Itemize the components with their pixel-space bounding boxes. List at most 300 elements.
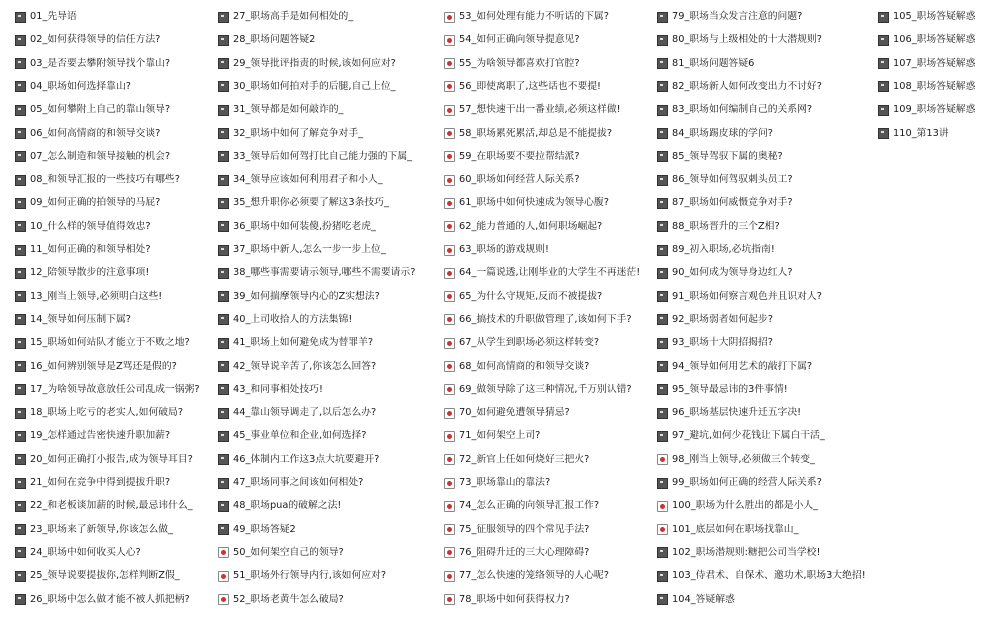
file-item[interactable] bbox=[657, 239, 775, 261]
file-name: 33_领导后如何驾打比自己能力强的下属_ bbox=[233, 150, 413, 162]
image-file-icon bbox=[15, 361, 26, 372]
file-item[interactable] bbox=[444, 239, 549, 261]
file-name: 29_领导批评指责的时候,该如何应对? bbox=[233, 57, 396, 69]
file-name: 62_能力普通的人,如何职场崛起? bbox=[459, 220, 603, 232]
image-file-icon bbox=[878, 105, 889, 116]
file-name: 63_职场的游戏规则! bbox=[459, 244, 549, 255]
file-item[interactable] bbox=[444, 286, 602, 308]
file-item[interactable] bbox=[218, 402, 376, 424]
file-name: 94_领导如何用艺术的敲打下属? bbox=[672, 360, 813, 372]
video-file-icon bbox=[218, 571, 229, 582]
file-name: 09_如何正确的拍领导的马屁? bbox=[30, 197, 161, 209]
image-file-icon bbox=[218, 35, 229, 46]
file-name: 89_初入职场,必坑指南! bbox=[672, 244, 775, 255]
file-item[interactable] bbox=[15, 29, 160, 51]
file-item[interactable] bbox=[218, 6, 353, 28]
file-item[interactable] bbox=[657, 356, 812, 378]
file-item[interactable] bbox=[657, 542, 820, 564]
image-file-icon bbox=[15, 12, 26, 23]
image-file-icon bbox=[218, 81, 229, 92]
file-item[interactable] bbox=[657, 495, 818, 517]
file-item[interactable] bbox=[218, 449, 379, 471]
image-file-icon bbox=[15, 454, 26, 465]
file-name: 42_领导说辛苦了,你该怎么回答? bbox=[233, 360, 377, 372]
file-name: 83_职场如何编制自己的关系网? bbox=[672, 104, 813, 116]
video-file-icon bbox=[444, 501, 455, 512]
image-file-icon bbox=[15, 291, 26, 302]
file-item[interactable] bbox=[444, 449, 589, 471]
file-name: 38_哪些事需要请示领导,哪些不需要请示? bbox=[233, 267, 416, 279]
image-file-icon bbox=[218, 175, 229, 186]
video-file-icon bbox=[444, 478, 455, 489]
image-file-icon bbox=[657, 478, 668, 489]
file-name: 50_如何架空自己的领导? bbox=[233, 546, 344, 558]
file-item[interactable] bbox=[218, 29, 315, 51]
file-item[interactable] bbox=[444, 402, 570, 424]
image-file-icon bbox=[657, 268, 668, 279]
file-item[interactable] bbox=[444, 6, 609, 28]
file-name: 90_如何成为领导身边红人? bbox=[672, 267, 793, 279]
file-item[interactable] bbox=[444, 262, 640, 284]
file-name: 08_和领导汇报的一些技巧有哪些? bbox=[30, 174, 180, 186]
file-item[interactable] bbox=[218, 239, 386, 261]
image-file-icon bbox=[218, 151, 229, 162]
video-file-icon bbox=[444, 175, 455, 186]
file-name: 69_做领导除了这三种情况,千万别认错? bbox=[459, 383, 632, 395]
file-name: 14_领导如何压制下属? bbox=[30, 313, 131, 325]
file-item[interactable] bbox=[218, 169, 383, 191]
file-name: 43_和同事相处技巧! bbox=[233, 383, 323, 395]
image-file-icon bbox=[657, 35, 668, 46]
file-item[interactable] bbox=[15, 146, 170, 168]
image-file-icon bbox=[657, 408, 668, 419]
file-name: 61_职场中如何快速成为领导心腹? bbox=[459, 197, 609, 209]
image-file-icon bbox=[218, 291, 229, 302]
image-file-icon bbox=[657, 384, 668, 395]
file-item[interactable] bbox=[218, 425, 366, 447]
video-file-icon bbox=[444, 384, 455, 395]
file-name: 68_如何高情商的和领导交谈? bbox=[459, 360, 590, 372]
file-item[interactable] bbox=[218, 495, 341, 517]
file-item[interactable] bbox=[15, 332, 190, 354]
file-name: 88_职场晋升的三个Z相? bbox=[672, 220, 780, 232]
file-name: 47_职场同事之间该如何相处? bbox=[233, 477, 364, 488]
file-name: 105_职场答疑解惑 bbox=[893, 11, 976, 22]
file-name: 65_为什么守规矩,反而不被提拔? bbox=[459, 290, 603, 302]
file-name: 24_职场中如何收买人心? bbox=[30, 546, 141, 558]
file-name: 44_靠山领导调走了,以后怎么办? bbox=[233, 407, 377, 419]
image-file-icon bbox=[218, 454, 229, 465]
file-item[interactable] bbox=[657, 402, 801, 424]
image-file-icon bbox=[878, 128, 889, 139]
file-item[interactable] bbox=[15, 262, 149, 284]
video-file-icon bbox=[444, 198, 455, 209]
video-file-icon bbox=[444, 338, 455, 349]
file-name: 17_为啥领导故意放任公司乱成一锅粥? bbox=[30, 383, 200, 395]
file-item[interactable] bbox=[15, 53, 170, 75]
video-file-icon bbox=[657, 524, 668, 535]
file-name: 100_职场为什么胜出的都是小人_ bbox=[672, 500, 819, 512]
file-name: 99_职场如何正确的经营人际关系? bbox=[672, 477, 822, 488]
file-name: 103_侍君术、自保术、邀功术,职场3大绝招! bbox=[672, 570, 866, 582]
file-item[interactable] bbox=[218, 332, 373, 354]
video-file-icon bbox=[444, 221, 455, 232]
file-name: 07_怎么制造和领导接触的机会? bbox=[30, 150, 171, 162]
image-file-icon bbox=[218, 431, 229, 442]
file-item[interactable] bbox=[657, 216, 780, 238]
file-name: 39_如何揣摩领导内心的Z实想法? bbox=[233, 290, 380, 302]
file-item[interactable] bbox=[218, 472, 363, 494]
file-item[interactable] bbox=[878, 6, 975, 28]
image-file-icon bbox=[657, 128, 668, 139]
file-item[interactable] bbox=[657, 6, 802, 28]
file-item[interactable] bbox=[878, 123, 949, 145]
file-item[interactable] bbox=[444, 216, 602, 238]
file-item[interactable] bbox=[444, 542, 589, 564]
file-item[interactable] bbox=[444, 309, 632, 331]
image-file-icon bbox=[218, 58, 229, 69]
file-item[interactable] bbox=[657, 146, 783, 168]
file-item[interactable] bbox=[444, 589, 570, 611]
file-name: 55_为啥领导都喜欢打官腔? bbox=[459, 57, 580, 69]
file-name: 92_职场弱者如何起步? bbox=[672, 313, 773, 325]
file-name: 03_是否要去攀附领导找个靠山? bbox=[30, 57, 171, 69]
image-file-icon bbox=[218, 384, 229, 395]
file-name: 20_如何正确打小报告,成为领导耳目? bbox=[30, 453, 193, 465]
file-name: 05_如何攀附上自己的靠山领导? bbox=[30, 104, 171, 116]
file-item[interactable] bbox=[218, 309, 352, 331]
file-item[interactable] bbox=[15, 449, 193, 471]
file-item[interactable] bbox=[444, 356, 589, 378]
image-file-icon bbox=[218, 221, 229, 232]
video-file-icon bbox=[444, 291, 455, 302]
file-name: 22_和老板谈加薪的时候,最忌讳什么_ bbox=[30, 500, 193, 512]
image-file-icon bbox=[657, 291, 668, 302]
file-name: 15_职场如何站队才能立于不败之地? bbox=[30, 337, 190, 349]
file-item[interactable] bbox=[657, 123, 773, 145]
file-name: 66_搞技术的升职做管理了,该如何下手? bbox=[459, 313, 632, 325]
file-name: 45_事业单位和企业,如何选择? bbox=[233, 430, 367, 442]
file-item[interactable] bbox=[15, 589, 190, 611]
image-file-icon bbox=[15, 501, 26, 512]
file-item[interactable] bbox=[444, 565, 609, 587]
file-name: 48_职场pua的破解之法! bbox=[233, 500, 342, 512]
file-name: 72_新官上任如何烧好三把火? bbox=[459, 453, 590, 465]
file-item[interactable] bbox=[15, 402, 183, 424]
file-item[interactable] bbox=[657, 519, 798, 541]
file-item[interactable] bbox=[15, 379, 200, 401]
file-name: 75_征服领导的四个常见手法? bbox=[459, 523, 590, 535]
file-item[interactable] bbox=[657, 589, 735, 611]
file-name: 13_刚当上领导,必须明白这些! bbox=[30, 290, 163, 302]
file-name: 34_领导应该如何利用君子和小人_ bbox=[233, 174, 383, 186]
image-file-icon bbox=[657, 547, 668, 558]
image-file-icon bbox=[657, 105, 668, 116]
image-file-icon bbox=[15, 478, 26, 489]
file-name: 26_职场中怎么做才能不被人抓把柄? bbox=[30, 593, 190, 605]
image-file-icon bbox=[15, 81, 26, 92]
image-file-icon bbox=[218, 361, 229, 372]
file-name: 19_怎样通过告密快速升职加薪? bbox=[30, 430, 171, 442]
image-file-icon bbox=[15, 58, 26, 69]
file-item[interactable] bbox=[15, 169, 180, 191]
file-name: 93_职场十大阴招揭招? bbox=[672, 337, 773, 349]
file-item[interactable] bbox=[657, 449, 815, 471]
file-item[interactable] bbox=[218, 262, 415, 284]
file-item[interactable] bbox=[218, 192, 389, 214]
file-name: 64_一篇说透,让刚毕业的大学生不再迷茫! bbox=[459, 267, 641, 279]
file-item[interactable] bbox=[15, 495, 193, 517]
image-file-icon bbox=[15, 384, 26, 395]
file-name: 77_怎么快速的笼络领导的人心呢? bbox=[459, 570, 609, 582]
file-name: 46_体制内工作这3点大坑要避开? bbox=[233, 453, 380, 465]
file-name: 23_职场来了新领导,你该怎么做_ bbox=[30, 523, 173, 535]
file-name: 28_职场问题答疑2 bbox=[233, 34, 316, 46]
file-item[interactable] bbox=[657, 76, 822, 98]
image-file-icon bbox=[657, 81, 668, 92]
file-item[interactable] bbox=[444, 169, 580, 191]
image-file-icon bbox=[15, 571, 26, 582]
file-name: 82_职场新人如何改变出力不讨好? bbox=[672, 80, 822, 92]
file-item[interactable] bbox=[15, 216, 151, 238]
file-name: 53_如何处理有能力不听话的下属? bbox=[459, 11, 609, 22]
file-item[interactable] bbox=[657, 332, 773, 354]
file-item[interactable] bbox=[218, 519, 296, 541]
file-item[interactable] bbox=[657, 99, 812, 121]
image-file-icon bbox=[15, 105, 26, 116]
image-file-icon bbox=[218, 105, 229, 116]
image-file-icon bbox=[15, 408, 26, 419]
file-item[interactable] bbox=[444, 146, 580, 168]
file-name: 91_职场如何察言观色并且识对人? bbox=[672, 290, 822, 302]
file-name: 41_职场上如何避免成为替罪羊? bbox=[233, 337, 374, 349]
image-file-icon bbox=[15, 524, 26, 535]
file-name: 18_职场上吃亏的老实人,如何破局? bbox=[30, 407, 184, 419]
image-file-icon bbox=[218, 314, 229, 325]
file-name: 02_如何获得领导的信任方法? bbox=[30, 34, 161, 46]
file-name: 79_职场当众发言注意的问题? bbox=[672, 11, 803, 22]
image-file-icon bbox=[657, 314, 668, 325]
file-name: 25_领导说要提拔你,怎样判断Z假_ bbox=[30, 570, 180, 582]
image-file-icon bbox=[878, 58, 889, 69]
file-item[interactable] bbox=[15, 309, 131, 331]
file-name: 59_在职场要不要拉帮结派? bbox=[459, 150, 580, 162]
file-name: 57_想快速干出一番业绩,必须这样做! bbox=[459, 104, 621, 116]
file-name: 16_如何辨别领导是Z骂还是假的? bbox=[30, 360, 177, 372]
file-item[interactable] bbox=[218, 216, 376, 238]
file-name: 74_怎么正确的向领导汇报工作? bbox=[459, 500, 600, 512]
file-name: 21_如何在竞争中得到提拔升职? bbox=[30, 477, 171, 488]
image-file-icon bbox=[15, 151, 26, 162]
file-name: 87_职场如何威慑竞争对手? bbox=[672, 197, 793, 209]
file-item[interactable] bbox=[657, 309, 773, 331]
video-file-icon bbox=[444, 245, 455, 256]
file-item[interactable] bbox=[657, 29, 822, 51]
file-item[interactable] bbox=[15, 565, 180, 587]
video-file-icon bbox=[444, 547, 455, 558]
file-item[interactable] bbox=[218, 123, 363, 145]
file-name: 35_想升职你必须要了解这3条技巧_ bbox=[233, 197, 389, 209]
file-item[interactable] bbox=[657, 565, 866, 587]
video-file-icon bbox=[444, 431, 455, 442]
file-item[interactable] bbox=[878, 76, 975, 98]
file-name: 36_职场中如何装傻,扮猪吃老虎_ bbox=[233, 220, 376, 232]
file-name: 84_职场踢皮球的学问? bbox=[672, 127, 773, 139]
file-name: 54_如何正确向领导提意见? bbox=[459, 34, 580, 46]
video-file-icon bbox=[444, 128, 455, 139]
file-item[interactable] bbox=[657, 425, 825, 447]
image-file-icon bbox=[15, 547, 26, 558]
image-file-icon bbox=[218, 408, 229, 419]
file-name: 51_职场外行领导内行,该如何应对? bbox=[233, 570, 387, 582]
file-name: 49_职场答疑2 bbox=[233, 523, 296, 535]
image-file-icon bbox=[878, 81, 889, 92]
image-file-icon bbox=[218, 12, 229, 23]
file-item[interactable] bbox=[15, 542, 141, 564]
file-item[interactable] bbox=[15, 76, 131, 98]
file-name: 106_职场答疑解惑 bbox=[893, 34, 976, 46]
file-name: 04_职场如何选择靠山? bbox=[30, 80, 131, 92]
file-item[interactable] bbox=[444, 123, 612, 145]
file-item[interactable] bbox=[15, 356, 177, 378]
file-item[interactable] bbox=[444, 332, 599, 354]
file-name: 109_职场答疑解惑 bbox=[893, 104, 976, 116]
file-item[interactable] bbox=[657, 169, 793, 191]
file-item[interactable] bbox=[218, 53, 396, 75]
image-file-icon bbox=[218, 245, 229, 256]
file-item[interactable] bbox=[218, 146, 412, 168]
file-item[interactable] bbox=[218, 379, 323, 401]
file-item[interactable] bbox=[444, 379, 632, 401]
file-item[interactable] bbox=[15, 192, 160, 214]
file-name: 52_职场老黄牛怎么破局? bbox=[233, 593, 344, 605]
image-file-icon bbox=[15, 245, 26, 256]
file-item[interactable] bbox=[657, 53, 754, 75]
video-file-icon bbox=[444, 268, 455, 279]
file-name: 67_从学生到职场必须这样转变? bbox=[459, 337, 600, 349]
file-item[interactable] bbox=[444, 519, 589, 541]
image-file-icon bbox=[657, 221, 668, 232]
file-item[interactable] bbox=[218, 542, 344, 564]
video-file-icon bbox=[657, 454, 668, 465]
file-name: 31_领导都是如何敲诈的_ bbox=[233, 104, 344, 116]
file-item[interactable] bbox=[218, 286, 380, 308]
file-item[interactable] bbox=[218, 356, 376, 378]
file-item[interactable] bbox=[15, 99, 170, 121]
file-item[interactable] bbox=[657, 472, 822, 494]
file-name: 110_第13讲 bbox=[893, 127, 949, 139]
image-file-icon bbox=[15, 594, 26, 605]
file-item[interactable] bbox=[878, 99, 975, 121]
video-file-icon bbox=[444, 408, 455, 419]
file-name: 104_答疑解惑 bbox=[672, 593, 735, 605]
file-item[interactable] bbox=[15, 425, 170, 447]
file-name: 37_职场中新人,怎么一步一步上位_ bbox=[233, 244, 386, 255]
file-name: 85_领导驾驭下属的奥秘? bbox=[672, 150, 783, 162]
file-item[interactable] bbox=[218, 99, 343, 121]
video-file-icon bbox=[444, 12, 455, 23]
file-item[interactable] bbox=[444, 472, 550, 494]
image-file-icon bbox=[878, 12, 889, 23]
file-name: 101_底层如何在职场找靠山_ bbox=[672, 523, 799, 535]
file-name: 76_阻碍升迁的三大心理障碍? bbox=[459, 546, 590, 558]
image-file-icon bbox=[657, 361, 668, 372]
video-file-icon bbox=[444, 314, 455, 325]
file-name: 98_刚当上领导,必须做三个转变_ bbox=[672, 453, 815, 465]
file-item[interactable] bbox=[444, 76, 601, 98]
image-file-icon bbox=[15, 431, 26, 442]
file-item[interactable] bbox=[657, 192, 793, 214]
image-file-icon bbox=[218, 338, 229, 349]
image-file-icon bbox=[15, 198, 26, 209]
file-item[interactable] bbox=[218, 565, 386, 587]
image-file-icon bbox=[15, 314, 26, 325]
file-item[interactable] bbox=[15, 286, 162, 308]
image-file-icon bbox=[657, 431, 668, 442]
image-file-icon bbox=[15, 128, 26, 139]
file-item[interactable] bbox=[444, 99, 621, 121]
file-name: 01_先导语 bbox=[30, 11, 77, 22]
image-file-icon bbox=[657, 245, 668, 256]
video-file-icon bbox=[444, 35, 455, 46]
file-item[interactable] bbox=[657, 379, 788, 401]
image-file-icon bbox=[218, 524, 229, 535]
file-item[interactable] bbox=[878, 53, 975, 75]
image-file-icon bbox=[657, 58, 668, 69]
image-file-icon bbox=[657, 175, 668, 186]
image-file-icon bbox=[15, 221, 26, 232]
file-item[interactable] bbox=[878, 29, 975, 51]
file-name: 96_职场基层快速升迁五字决! bbox=[672, 407, 802, 419]
image-file-icon bbox=[218, 128, 229, 139]
file-name: 86_领导如何驾驭刺头员工? bbox=[672, 174, 793, 186]
image-file-icon bbox=[218, 268, 229, 279]
file-item[interactable] bbox=[444, 425, 540, 447]
file-item[interactable] bbox=[218, 76, 396, 98]
file-name: 32_职场中如何了解竞争对手_ bbox=[233, 127, 364, 139]
file-item[interactable] bbox=[444, 53, 580, 75]
image-file-icon bbox=[657, 338, 668, 349]
file-item[interactable] bbox=[15, 472, 170, 494]
file-name: 102_职场潜规则:糖把公司当学校! bbox=[672, 546, 821, 558]
file-item[interactable] bbox=[657, 286, 822, 308]
file-item[interactable] bbox=[15, 6, 77, 28]
file-name: 108_职场答疑解惑 bbox=[893, 80, 976, 92]
file-item[interactable] bbox=[657, 262, 793, 284]
file-item[interactable] bbox=[15, 519, 173, 541]
video-file-icon bbox=[218, 547, 229, 558]
file-name: 30_职场如何拍对手的后腿,自己上位_ bbox=[233, 80, 396, 92]
image-file-icon bbox=[218, 501, 229, 512]
file-name: 60_职场如何经营人际关系? bbox=[459, 174, 580, 186]
image-file-icon bbox=[657, 594, 668, 605]
file-item[interactable] bbox=[444, 29, 580, 51]
video-file-icon bbox=[444, 361, 455, 372]
image-file-icon bbox=[15, 35, 26, 46]
image-file-icon bbox=[15, 338, 26, 349]
video-file-icon bbox=[444, 571, 455, 582]
file-item[interactable] bbox=[15, 239, 151, 261]
file-item[interactable] bbox=[444, 495, 599, 517]
file-name: 11_如何正确的和领导相处? bbox=[30, 244, 151, 255]
file-item[interactable] bbox=[218, 589, 344, 611]
file-name: 06_如何高情商的和领导交谈? bbox=[30, 127, 161, 139]
image-file-icon bbox=[15, 268, 26, 279]
file-item[interactable] bbox=[444, 192, 609, 214]
file-name: 81_职场问题答疑6 bbox=[672, 57, 755, 69]
video-file-icon bbox=[444, 151, 455, 162]
file-item[interactable] bbox=[15, 123, 160, 145]
